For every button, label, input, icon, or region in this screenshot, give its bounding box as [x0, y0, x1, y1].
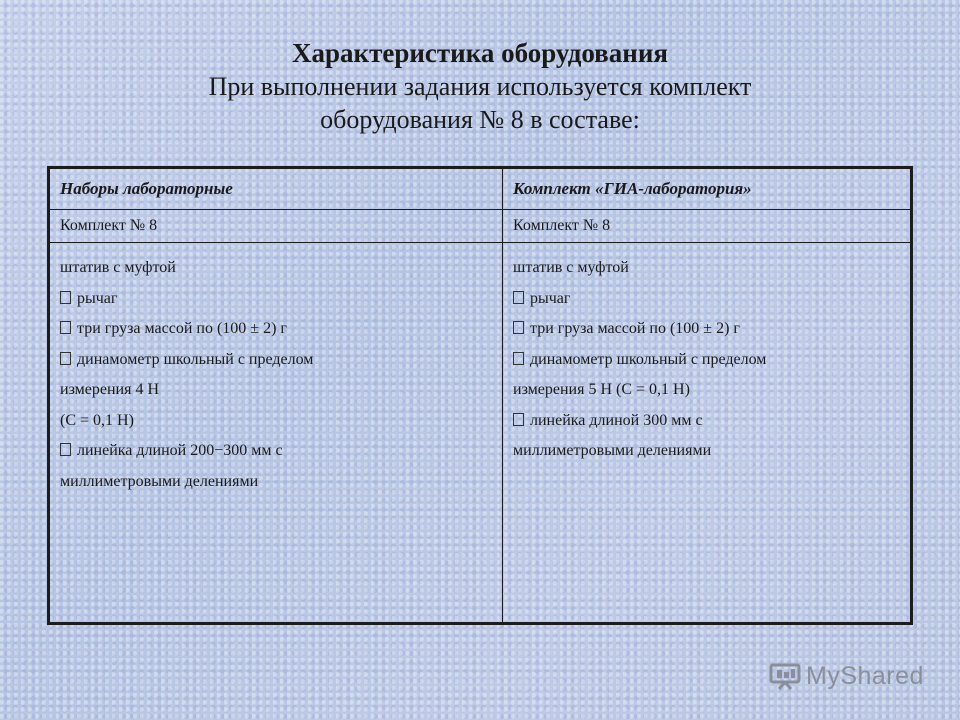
- header-cell-gia-kit: Комплект «ГИА-лаборатория»: [503, 169, 911, 210]
- watermark-text: MyShared: [806, 661, 924, 690]
- list-item-text: измерения 5 Н (С = 0,1 Н): [513, 381, 690, 398]
- table-items-row: [50, 243, 911, 623]
- list-item-text: три груза массой по (100 ± 2) г: [530, 320, 740, 337]
- list-item-text: линейка длиной 200−300 мм с: [77, 442, 283, 459]
- list-item: [60, 345, 492, 376]
- subtitle-line-1: При выполнении задания используется комплект: [208, 72, 752, 101]
- list-item: [60, 375, 492, 406]
- list-item-text: линейка длиной 300 мм с: [530, 411, 703, 429]
- list-item: [60, 253, 492, 284]
- presentation-board-icon: [768, 662, 802, 690]
- kit-cell-right: Комплект № 8: [503, 210, 911, 243]
- list-item-text: миллиметровыми делениями: [513, 442, 712, 459]
- bullet-box-icon: [60, 291, 71, 304]
- list-item: [513, 406, 900, 437]
- watermark: [768, 660, 924, 692]
- list-item-text: штатив с муфтой: [513, 259, 629, 276]
- items-cell-left: [50, 243, 503, 623]
- bullet-box-icon: [513, 352, 524, 365]
- bullet-box-icon: [60, 352, 71, 365]
- page-title: Характеристика оборудования: [292, 38, 668, 68]
- bullet-box-icon: [60, 321, 71, 334]
- item-list-left: [60, 243, 492, 497]
- list-item: [513, 253, 900, 284]
- list-item-text: динамометр школьный с пределом: [77, 350, 314, 368]
- table-kit-row: [50, 210, 911, 243]
- subtitle-line-2: оборудования № 8 в составе:: [320, 105, 640, 134]
- list-item-text: штатив с муфтой: [60, 259, 176, 276]
- items-cell-right: [503, 243, 911, 623]
- bullet-box-icon: [513, 321, 524, 334]
- list-item-text: три груза массой по (100 ± 2) г: [77, 320, 287, 337]
- list-item-text: (С = 0,1 Н): [60, 411, 134, 429]
- bullet-box-icon: [513, 413, 524, 426]
- list-item-text: динамометр школьный с пределом: [530, 350, 767, 368]
- list-item-text: миллиметровыми делениями: [60, 472, 259, 490]
- list-item: [60, 436, 492, 467]
- list-item: [60, 406, 492, 437]
- title-block: [0, 36, 960, 136]
- list-item: [60, 467, 492, 498]
- list-item: [513, 375, 900, 406]
- list-item: [513, 436, 900, 467]
- item-list-right: [513, 243, 900, 467]
- list-item: [60, 314, 492, 345]
- list-item-text: рычаг: [530, 289, 571, 307]
- list-item-text: рычаг: [77, 289, 118, 307]
- bullet-box-icon: [513, 291, 524, 304]
- list-item-text: измерения 4 Н: [60, 381, 160, 398]
- bullet-box-icon: [60, 443, 71, 456]
- list-item: [60, 284, 492, 315]
- equipment-table: [47, 166, 913, 625]
- list-item: [513, 284, 900, 315]
- kit-cell-left: Комплект № 8: [50, 210, 503, 243]
- header-cell-lab-sets: Наборы лабораторные: [50, 169, 503, 210]
- list-item: [513, 314, 900, 345]
- list-item: [513, 345, 900, 376]
- table-header-row: [50, 169, 911, 210]
